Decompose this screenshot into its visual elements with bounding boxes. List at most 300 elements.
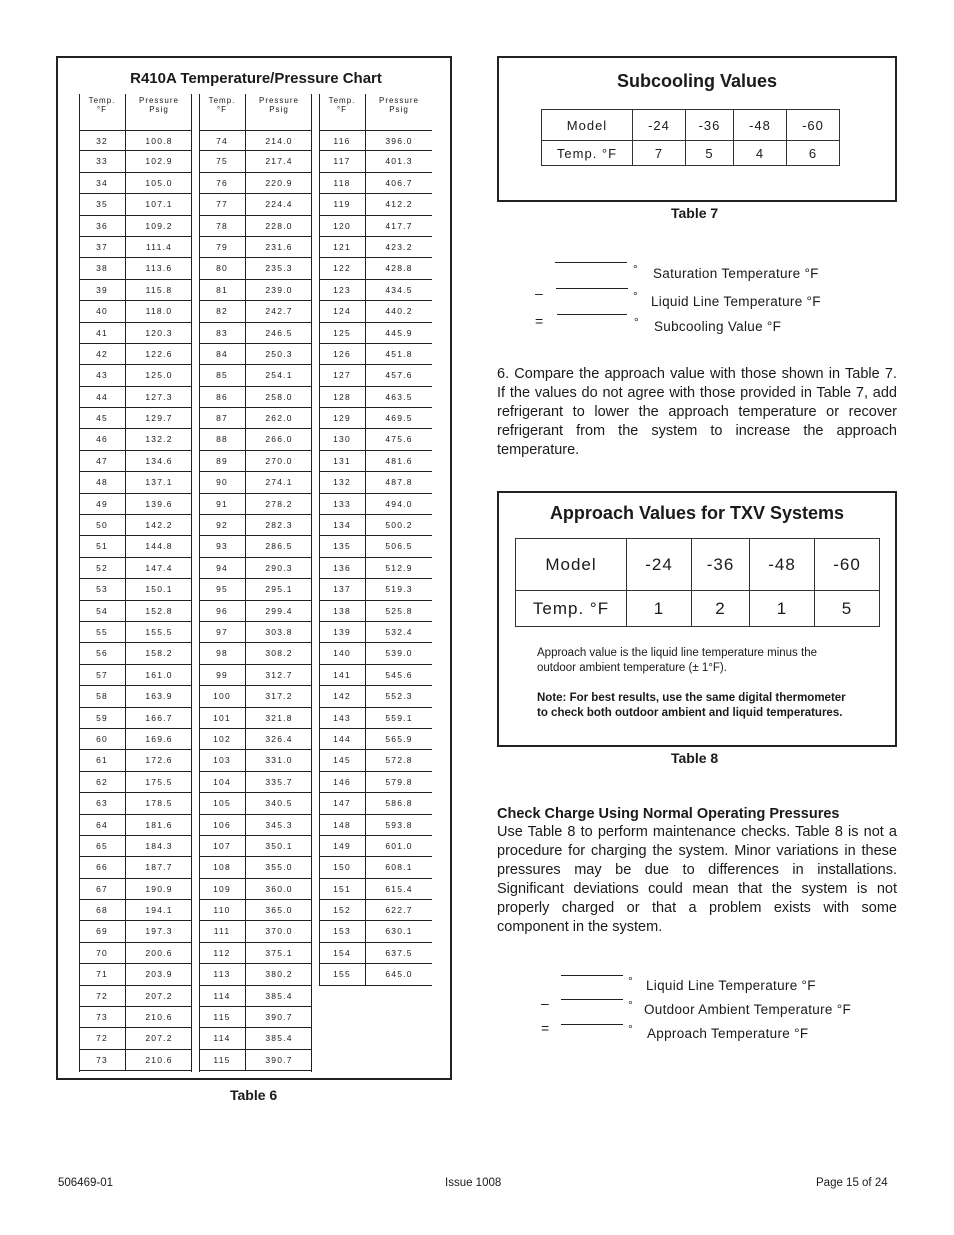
- pressure-cell: 365.0: [265, 905, 293, 916]
- approach-model-label: Model: [516, 539, 627, 591]
- pressure-cell: 220.9: [265, 177, 293, 188]
- pressure-cell: 144.8: [145, 541, 173, 552]
- temp-cell: 90: [199, 472, 246, 492]
- subcooling-model-cell: -48: [734, 110, 787, 141]
- temp-header-line2: °F: [96, 105, 108, 114]
- table-row: [319, 643, 432, 664]
- temp-cell: 79: [199, 237, 246, 257]
- table-row: [319, 964, 432, 985]
- temp-cell: 122: [319, 258, 366, 278]
- temp-cell: 86: [199, 387, 246, 407]
- pressure-cell: 207.2: [145, 1033, 173, 1044]
- temp-cell: 109: [199, 879, 246, 899]
- pressure-cell: 559.1: [385, 712, 413, 723]
- table-row: [199, 964, 312, 985]
- table-row: [199, 173, 312, 194]
- table-row: [319, 665, 432, 686]
- temp-cell: 44: [79, 387, 126, 407]
- pressure-cell: 390.7: [265, 1012, 293, 1023]
- table-row: [319, 194, 432, 215]
- temp-cell: 125: [319, 323, 366, 343]
- table-row: [79, 408, 192, 429]
- table-row: [199, 708, 312, 729]
- pressure-cell: 147.4: [145, 562, 173, 573]
- table-row: [79, 365, 192, 386]
- subcooling-value-blank: [557, 314, 627, 315]
- table-row: [79, 130, 192, 151]
- pressure-cell: 331.0: [265, 755, 293, 766]
- table-row: [199, 1050, 312, 1071]
- pressure-cell: 440.2: [385, 306, 413, 317]
- pressure-cell: 142.2: [145, 520, 173, 531]
- table-row: [199, 857, 312, 878]
- temp-cell: 118: [319, 173, 366, 193]
- pressure-cell: 155.5: [145, 626, 173, 637]
- subcooling-model-cell: -36: [686, 110, 734, 141]
- pressure-cell: 194.1: [145, 905, 173, 916]
- temp-header-line1: Temp.: [208, 96, 236, 105]
- pressure-cell: 390.7: [265, 1054, 293, 1065]
- table-row: [199, 387, 312, 408]
- pressure-cell: 118.0: [145, 306, 173, 317]
- temp-cell: 106: [199, 815, 246, 835]
- temp-cell: 88: [199, 429, 246, 449]
- table-row: [319, 344, 432, 365]
- minus-symbol: –: [535, 285, 543, 301]
- temp-cell: 48: [79, 472, 126, 492]
- temp-cell: 54: [79, 601, 126, 621]
- temp-cell: 150: [319, 857, 366, 877]
- temp-cell: 89: [199, 451, 246, 471]
- table-row: [199, 1028, 312, 1049]
- temp-cell: 126: [319, 344, 366, 364]
- table-row: [199, 643, 312, 664]
- pressure-cell: 385.4: [265, 1033, 293, 1044]
- temp-cell: 40: [79, 301, 126, 321]
- pressure-cell: 565.9: [385, 733, 413, 744]
- pressure-chart-header: [79, 94, 192, 130]
- pressure-cell: 308.2: [265, 648, 293, 659]
- column-left-rule: [319, 94, 320, 986]
- table-row: [199, 451, 312, 472]
- table-row: [199, 408, 312, 429]
- table-row: [319, 451, 432, 472]
- table-row: [199, 472, 312, 493]
- table-row: [319, 900, 432, 921]
- table-row: [79, 173, 192, 194]
- pressure-cell: 214.0: [265, 136, 293, 146]
- pressure-cell: 132.2: [145, 434, 173, 445]
- pressure-cell: 207.2: [145, 990, 173, 1001]
- pressure-cell: 469.5: [385, 413, 413, 424]
- temp-cell: 78: [199, 216, 246, 236]
- pressure-cell: 299.4: [265, 605, 293, 616]
- approach-temp-cell: 1: [627, 591, 692, 627]
- degree-symbol: °: [633, 289, 638, 303]
- pressure-cell: 350.1: [265, 840, 293, 851]
- table-row: [79, 344, 192, 365]
- temp-cell: 60: [79, 729, 126, 749]
- temp-cell: 123: [319, 280, 366, 300]
- table-row: [319, 258, 432, 279]
- pressure-cell: 122.6: [145, 348, 173, 359]
- pressure-cell: 242.7: [265, 306, 293, 317]
- pressure-cell: 246.5: [265, 327, 293, 338]
- temp-cell: 49: [79, 494, 126, 514]
- pressure-cell: 120.3: [145, 327, 173, 338]
- approach-model-cell: -24: [627, 539, 692, 591]
- degree-symbol: °: [634, 315, 639, 329]
- pressure-cell: 375.1: [265, 947, 293, 958]
- approach-temp-cell: 5: [815, 591, 880, 627]
- subcooling-temp-label: Temp. °F: [542, 141, 633, 166]
- approach-temp-row: [516, 591, 880, 627]
- pressure-cell: 274.1: [265, 477, 293, 488]
- subcooling-temp-cell: 4: [734, 141, 787, 166]
- temp-cell: 153: [319, 921, 366, 941]
- pressure-cell: 586.8: [385, 798, 413, 809]
- pressure-cell: 417.7: [385, 220, 413, 231]
- check-charge-heading: Check Charge Using Normal Operating Pressures: [497, 806, 840, 822]
- pressure-cell: 139.6: [145, 498, 173, 509]
- pressure-cell: 457.6: [385, 370, 413, 381]
- subcooling-temp-cell: 6: [787, 141, 840, 166]
- temp-cell: 75: [199, 151, 246, 171]
- pressure-cell: 622.7: [385, 905, 413, 916]
- temp-cell: 77: [199, 194, 246, 214]
- pressure-cell: 210.6: [145, 1012, 173, 1023]
- temp-cell: 137: [319, 579, 366, 599]
- table-row: [79, 857, 192, 878]
- pressure-header-line1: Pressure: [258, 96, 299, 105]
- pressure-cell: 396.0: [385, 136, 413, 146]
- pressure-cell: 254.1: [265, 370, 293, 381]
- table-row: [79, 686, 192, 707]
- pressure-cell: 295.1: [265, 584, 293, 595]
- table-row: [199, 216, 312, 237]
- temp-cell: 76: [199, 173, 246, 193]
- temp-cell: 83: [199, 323, 246, 343]
- subcooling-title: Subcooling Values: [616, 71, 778, 91]
- temp-header-line2: °F: [336, 105, 348, 114]
- temp-cell: 42: [79, 344, 126, 364]
- table-row: [319, 686, 432, 707]
- pressure-cell: 187.7: [145, 862, 173, 873]
- table-row: [319, 793, 432, 814]
- temp-cell: 99: [199, 665, 246, 685]
- table-row: [319, 879, 432, 900]
- temp-cell: 32: [79, 131, 126, 150]
- temp-cell: 91: [199, 494, 246, 514]
- table-row: [199, 921, 312, 942]
- temp-cell: 131: [319, 451, 366, 471]
- temp-cell: 134: [319, 515, 366, 535]
- table-row: [79, 900, 192, 921]
- table-row: [79, 1007, 192, 1028]
- pressure-cell: 113.6: [145, 263, 173, 274]
- temp-cell: 128: [319, 387, 366, 407]
- table-row: [319, 237, 432, 258]
- temp-cell: 136: [319, 558, 366, 578]
- temp-cell: 112: [199, 943, 246, 963]
- temp-cell: 70: [79, 943, 126, 963]
- temp-cell: 135: [319, 536, 366, 556]
- temp-cell: 87: [199, 408, 246, 428]
- table-row: [319, 130, 432, 151]
- column-left-rule: [79, 94, 80, 1072]
- pressure-cell: 406.7: [385, 177, 413, 188]
- pressure-cell: 645.0: [385, 969, 413, 980]
- degree-symbol: °: [628, 974, 633, 988]
- table-row: [319, 729, 432, 750]
- pressure-cell: 178.5: [145, 798, 173, 809]
- approach-note: Approach value is the liquid line temperature minus the outdoor ambient temperature (± 1°F).: [537, 647, 817, 674]
- pressure-cell: 105.0: [145, 177, 173, 188]
- table-row: [199, 900, 312, 921]
- temp-cell: 115: [199, 1050, 246, 1070]
- pressure-cell: 572.8: [385, 755, 413, 766]
- subcooling-model-label: Model: [542, 110, 633, 141]
- temp-cell: 41: [79, 323, 126, 343]
- pressure-cell: 608.1: [385, 862, 413, 873]
- table-row: [79, 558, 192, 579]
- minus-symbol: –: [541, 995, 549, 1011]
- table-row: [199, 943, 312, 964]
- table-row: [199, 365, 312, 386]
- table-row: [79, 836, 192, 857]
- subcooling-temp-cell: 7: [633, 141, 686, 166]
- temp-cell: 103: [199, 750, 246, 770]
- table-row: [79, 643, 192, 664]
- temp-cell: 97: [199, 622, 246, 642]
- table-row: [199, 622, 312, 643]
- pressure-cell: 111.4: [145, 241, 172, 252]
- temp-cell: 148: [319, 815, 366, 835]
- table-row: [319, 365, 432, 386]
- pressure-cell: 355.0: [265, 862, 293, 873]
- temp-cell: 73: [79, 1050, 126, 1070]
- table-row: [199, 836, 312, 857]
- pressure-cell: 345.3: [265, 819, 293, 830]
- temp-cell: 116: [319, 131, 366, 150]
- pressure-cell: 360.0: [265, 883, 293, 894]
- temp-cell: 124: [319, 301, 366, 321]
- temp-cell: 84: [199, 344, 246, 364]
- table-row: [199, 536, 312, 557]
- pressure-cell: 235.3: [265, 263, 293, 274]
- approach-model-row: [516, 539, 880, 591]
- table-row: [199, 494, 312, 515]
- table-row: [79, 1028, 192, 1049]
- outdoor-ambient-temp-label: Outdoor Ambient Temperature °F: [644, 1002, 851, 1017]
- temp-cell: 57: [79, 665, 126, 685]
- temp-cell: 133: [319, 494, 366, 514]
- temp-cell: 68: [79, 900, 126, 920]
- pressure-cell: 250.3: [265, 348, 293, 359]
- pressure-cell: 380.2: [265, 969, 293, 980]
- pressure-cell: 197.3: [145, 926, 173, 937]
- pressure-cell: 579.8: [385, 776, 413, 787]
- footer-issue: Issue 1008: [445, 1177, 502, 1189]
- table-row: [199, 1007, 312, 1028]
- pressure-cell: 262.0: [265, 413, 293, 424]
- approach-temp-label: Temp. °F: [516, 591, 627, 627]
- temp-cell: 55: [79, 622, 126, 642]
- temp-cell: 129: [319, 408, 366, 428]
- temp-cell: 47: [79, 451, 126, 471]
- pressure-header-line1: Pressure: [138, 96, 179, 105]
- table-row: [199, 515, 312, 536]
- pressure-cell: 266.0: [265, 434, 293, 445]
- pressure-chart-box: [56, 56, 452, 1080]
- table-row: [199, 729, 312, 750]
- pressure-cell: 532.4: [385, 626, 413, 637]
- table-row: [199, 601, 312, 622]
- temp-cell: 141: [319, 665, 366, 685]
- temp-cell: 62: [79, 772, 126, 792]
- footer-page-number: Page 15 of 24: [816, 1177, 888, 1189]
- temp-cell: 64: [79, 815, 126, 835]
- pressure-cell: 115.8: [145, 284, 173, 295]
- pressure-chart-column-1: [79, 94, 192, 1071]
- pressure-cell: 150.1: [145, 584, 173, 595]
- table-row: [319, 408, 432, 429]
- table7-caption: Table 7: [671, 205, 719, 221]
- table-row: [79, 622, 192, 643]
- subcooling-table: [541, 109, 840, 166]
- temp-cell: 37: [79, 237, 126, 257]
- temp-header-line1: Temp.: [88, 96, 116, 105]
- pressure-cell: 428.8: [385, 263, 413, 274]
- pressure-cell: 127.3: [145, 391, 173, 402]
- temp-cell: 66: [79, 857, 126, 877]
- table-row: [199, 793, 312, 814]
- temp-cell: 73: [79, 1007, 126, 1027]
- table6-caption: Table 6: [230, 1087, 278, 1103]
- table-row: [319, 216, 432, 237]
- table-row: [319, 151, 432, 172]
- temp-cell: 33: [79, 151, 126, 171]
- table-row: [79, 216, 192, 237]
- temp-cell: 107: [199, 836, 246, 856]
- pressure-chart-column-3: [319, 94, 432, 986]
- table-row: [199, 280, 312, 301]
- table-row: [79, 301, 192, 322]
- pressure-cell: 317.2: [265, 691, 293, 702]
- table-row: [319, 558, 432, 579]
- temp-cell: 38: [79, 258, 126, 278]
- temp-cell: 46: [79, 429, 126, 449]
- pressure-cell: 401.3: [385, 156, 413, 167]
- pressure-cell: 129.7: [145, 413, 173, 424]
- column-right-rule: [311, 94, 312, 1072]
- pressure-chart-header: [319, 94, 432, 130]
- temp-cell: 154: [319, 943, 366, 963]
- pressure-cell: 169.6: [145, 733, 173, 744]
- temp-cell: 140: [319, 643, 366, 663]
- table-row: [79, 772, 192, 793]
- pressure-cell: 423.2: [385, 241, 413, 252]
- approach-table-box: [497, 491, 897, 747]
- temp-cell: 120: [319, 216, 366, 236]
- table-row: [199, 558, 312, 579]
- pressure-header-line2: Psig: [389, 105, 409, 114]
- temp-cell: 43: [79, 365, 126, 385]
- pressure-cell: 519.3: [385, 584, 413, 595]
- pressure-cell: 210.6: [145, 1054, 173, 1065]
- step-6-paragraph: 6. Compare the approach value with those shown in Table 7. If the values do not agree with those provided in Table 7, add refrigerant to lower the approach temperature or recover refrigerant from the system to increase the approach temperature.: [497, 366, 897, 458]
- temp-cell: 115: [199, 1007, 246, 1027]
- pressure-cell: 525.8: [385, 605, 413, 616]
- table-row: [79, 729, 192, 750]
- temp-cell: 147: [319, 793, 366, 813]
- table-row: [199, 579, 312, 600]
- table-row: [319, 708, 432, 729]
- pressure-cell: 445.9: [385, 327, 413, 338]
- temp-cell: 152: [319, 900, 366, 920]
- table-row: [319, 815, 432, 836]
- pressure-cell: 335.7: [265, 776, 293, 787]
- table-row: [79, 708, 192, 729]
- pressure-cell: 175.5: [145, 776, 173, 787]
- subcooling-model-cell: -24: [633, 110, 686, 141]
- equals-symbol: =: [535, 313, 544, 329]
- pressure-cell: 172.6: [145, 755, 173, 766]
- temp-cell: 85: [199, 365, 246, 385]
- table8-caption: Table 8: [671, 750, 719, 766]
- pressure-cell: 217.4: [265, 156, 293, 167]
- temp-cell: 155: [319, 964, 366, 984]
- temp-cell: 104: [199, 772, 246, 792]
- temp-cell: 119: [319, 194, 366, 214]
- column-left-rule: [199, 94, 200, 1072]
- temp-header: [319, 94, 366, 130]
- table-row: [199, 986, 312, 1007]
- temp-cell: 93: [199, 536, 246, 556]
- pressure-cell: 385.4: [265, 990, 293, 1001]
- table-row: [79, 472, 192, 493]
- approach-best-results-note: Note: For best results, use the same digital thermometer to check both outdoor ambient and liquid temperatures.: [537, 692, 846, 719]
- pressure-cell: 125.0: [145, 370, 173, 381]
- approach-model-cell: -60: [815, 539, 880, 591]
- pressure-cell: 475.6: [385, 434, 413, 445]
- temp-cell: 52: [79, 558, 126, 578]
- temp-cell: 114: [199, 986, 246, 1006]
- pressure-cell: 163.9: [145, 691, 173, 702]
- temp-header-line2: °F: [216, 105, 228, 114]
- table-row: [319, 301, 432, 322]
- table-row: [79, 815, 192, 836]
- temp-cell: 59: [79, 708, 126, 728]
- table-row: [79, 793, 192, 814]
- temp-cell: 130: [319, 429, 366, 449]
- table-row: [319, 472, 432, 493]
- pressure-cell: 282.3: [265, 520, 293, 531]
- pressure-cell: 224.4: [265, 199, 293, 210]
- pressure-cell: 134.6: [145, 455, 173, 466]
- liquid-line-temp-label: Liquid Line Temperature °F: [646, 978, 816, 993]
- temp-cell: 80: [199, 258, 246, 278]
- table-row: [199, 258, 312, 279]
- table-row: [79, 601, 192, 622]
- equals-symbol: =: [541, 1020, 550, 1036]
- pressure-header: [246, 94, 312, 130]
- pressure-cell: 545.6: [385, 669, 413, 680]
- table-row: [199, 237, 312, 258]
- table-row: [199, 429, 312, 450]
- approach-temp-cell: 1: [750, 591, 815, 627]
- temp-cell: 111: [199, 921, 246, 941]
